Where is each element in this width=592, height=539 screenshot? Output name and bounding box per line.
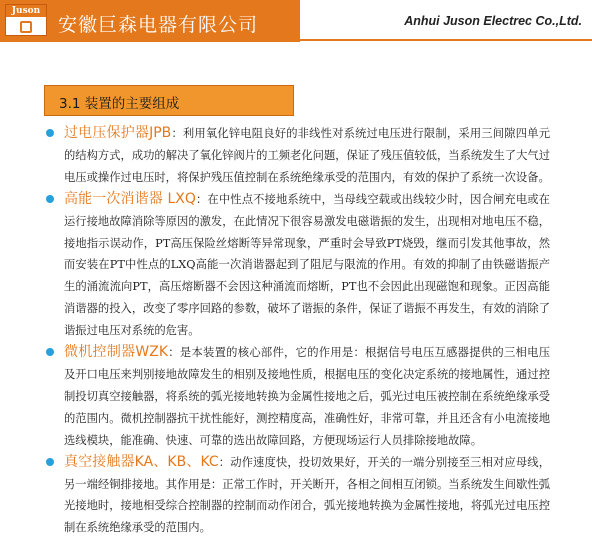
bullet-icon xyxy=(46,129,54,137)
list-item-ka-kb-kc xyxy=(44,452,550,539)
item-term: 高能一次消谐器 LXQ xyxy=(64,190,196,207)
header-banner xyxy=(0,0,300,42)
bullet-icon xyxy=(46,348,54,356)
logo-mark-icon xyxy=(20,21,32,33)
page-header xyxy=(0,0,592,42)
item-term: 过电压保护器JPB xyxy=(64,125,172,141)
bullet-icon xyxy=(46,195,54,203)
item-paragraph xyxy=(64,189,550,342)
item-term: 真空接触器KA、KB、KC xyxy=(64,453,219,470)
logo-text: Juson xyxy=(11,6,41,16)
list-item-wzk xyxy=(44,342,550,452)
bullet-icon xyxy=(46,458,54,466)
item-description: ：是本装置的核心部件，它的作用是：根据信号电压互感器提供的三相电压及开口电压来判别接地故障发生的相别及接地性质，根据电压的变化决定系统的接地属性，通过控制投切真空接触器，将系统的弧光接地转换为金属性接地之后，弧光过电压被控制在系统绝缘承受的范围内。微机控制器抗干扰性能好，测控精度高，准确性好，非常可靠，并且还含有小电流接地选线模块，能准确、快速、可靠的选出故障回路，方便现场运行人员排除接地故障。 xyxy=(64,346,550,447)
list-item-jpb xyxy=(44,123,550,189)
component-list xyxy=(44,123,550,539)
section-heading-box xyxy=(44,85,294,116)
list-item-lxq xyxy=(44,189,550,342)
header-rule xyxy=(300,39,592,41)
item-description: ：在中性点不接地系统中，当母线空载或出线较少时，因合闸充电或在运行接地故障消除等原因的激发，在此情况下很容易激发电磁谐振的发生，出现相对地电压不稳，接地指示误动作，PT高压保险丝熔断等异常现象，严重时会导致PT烧毁，继而引发其他事故，然而安装在PT中性点的LXQ高能一次消谐器起到了阻尼与限流的作用。有效的抑制了由铁磁谐振产生的涌流流向PT，高压熔断器不会因这种涌流而熔断，PT也不会因此出现磁饱和现象。正因高能消谐器的投入，改变了零序回路的参数，破坏了谐振的条件，保证了谐振不再发生，有效的消除了谐振过电压对系统的危害。 xyxy=(64,192,550,338)
company-logo xyxy=(5,4,47,36)
item-description: ：动作速度快，投切效果好，开关的一端分别接至三相对应母线，另一端经铜排接地。其作用是：正常工作时，开关断开，各相之间相互闭锁。当系统发生间歇性弧光接地时，接地相受综合控制器的控制而动作闭合，弧光接地转换为金属性接地，将弧光过电压控制在系统绝缘承受的范围内。 xyxy=(64,455,550,535)
section-title: 3.1 装置的主要组成 xyxy=(59,96,180,112)
item-paragraph xyxy=(64,342,550,452)
item-paragraph xyxy=(64,123,550,189)
company-name-cn: 安徽巨森电器有限公司 xyxy=(58,14,259,36)
item-paragraph xyxy=(64,452,550,539)
item-description: ：利用氧化锌电阻良好的非线性对系统过电压进行限制，采用三间隙四单元的结构方式，成功的解决了氧化锌阀片的工频老化问题，保证了残压值较低，当系统发生了大气过电压或操作过电压时，将保护残压值控制在系统绝缘承受的范围内，有效的保护了系统一次设备。 xyxy=(64,127,550,184)
item-term: 微机控制器WZK xyxy=(64,344,169,361)
company-name-en: Anhui Juson Electrec Co.,Ltd. xyxy=(404,14,582,28)
